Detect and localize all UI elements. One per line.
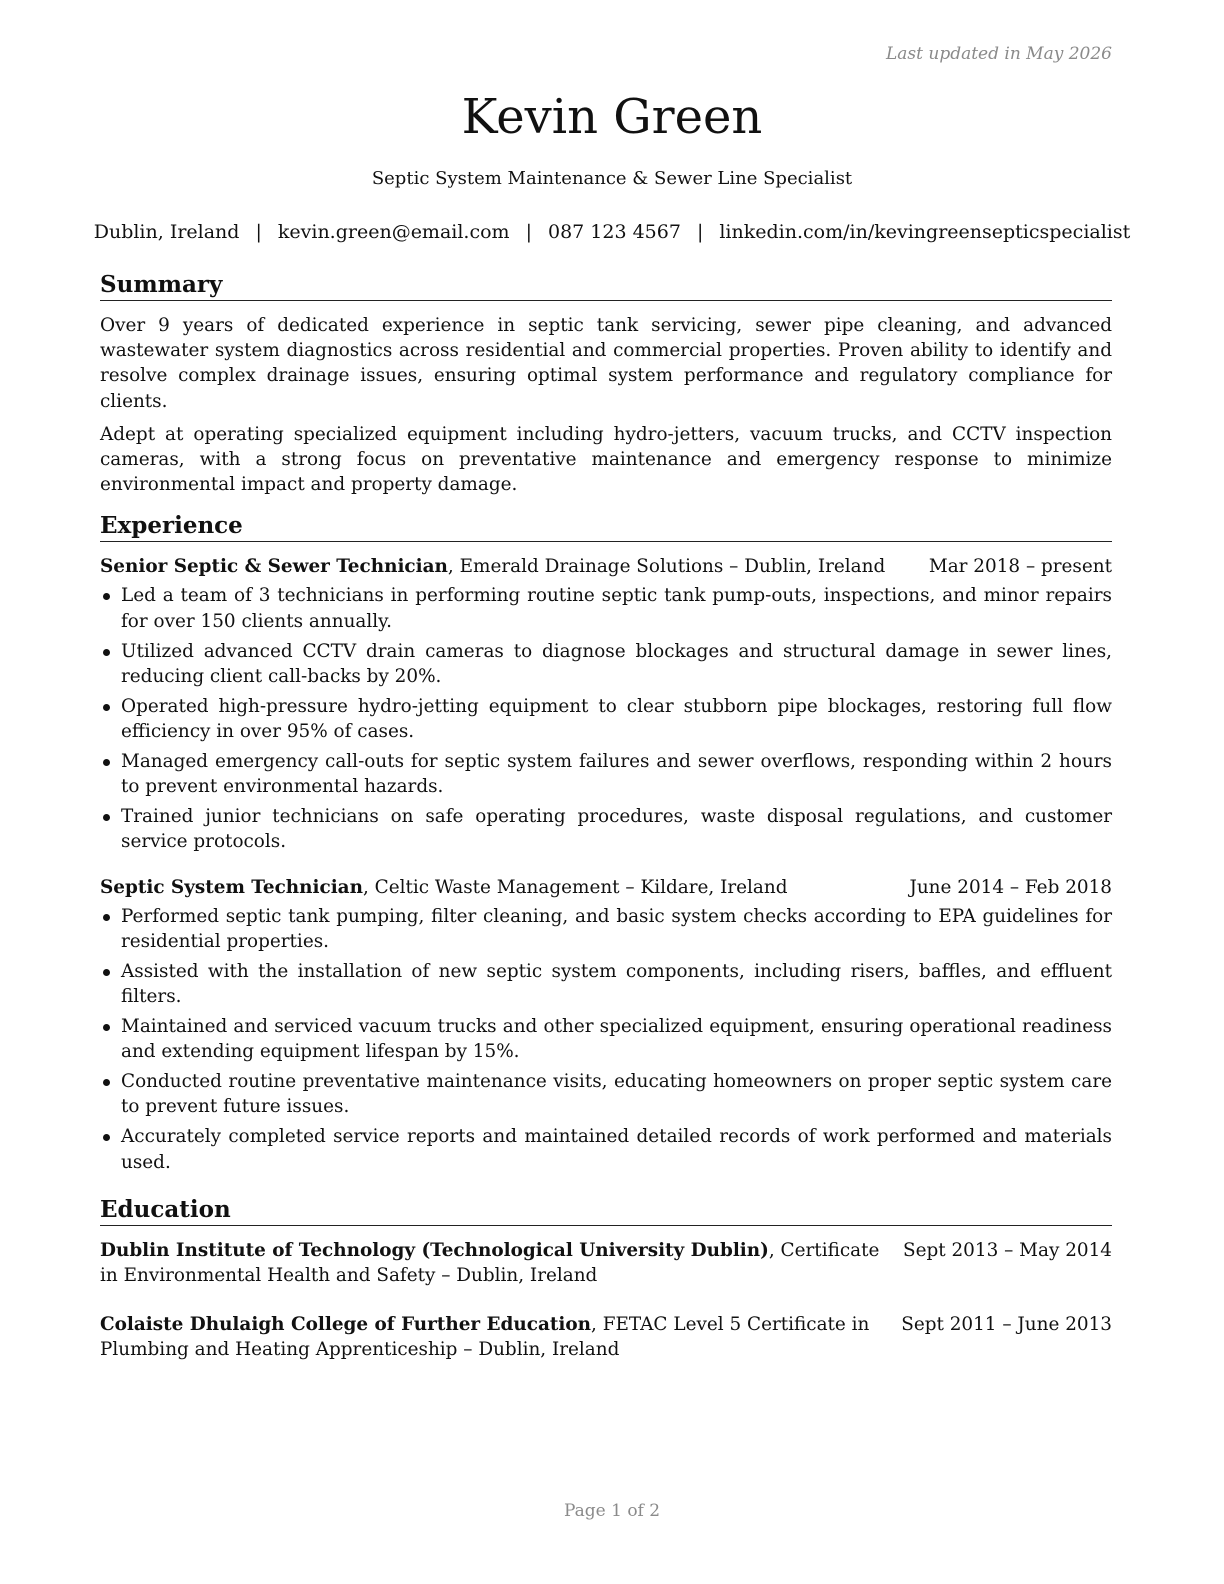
job-bullet: Maintained and serviced vacuum trucks and other specialized equipment, ensuring operational readiness and extending equipment lifespan by 15%. xyxy=(100,1014,1112,1064)
summary-paragraph: Over 9 years of dedicated experience in septic tank servicing, sewer pipe cleaning, and advanced wastewater system diagnostics across residential and commercial properties. Proven ability to identify and resolve complex drainage issues, ensuring optimal system performance and regulatory compliance for clients. xyxy=(100,315,1112,412)
experience-section xyxy=(100,511,1112,1174)
education-info xyxy=(100,1238,880,1288)
last-updated: Last updated in May 2026 xyxy=(885,44,1112,64)
education-dates: Sept 2011 – June 2013 xyxy=(901,1314,1112,1336)
job-dates: Mar 2018 – present xyxy=(928,556,1112,578)
contact-separator: | xyxy=(696,221,704,243)
job-entry xyxy=(100,875,1112,1175)
job-entry xyxy=(100,554,1112,854)
job-bullet: Assisted with the installation of new septic system components, including risers, baffles, and effluent filters. xyxy=(100,959,1112,1009)
section-title-summary: Summary xyxy=(100,270,1112,301)
education-entry xyxy=(100,1238,1112,1288)
job-bullets xyxy=(100,583,1112,854)
section-title-education: Education xyxy=(100,1195,1112,1226)
job-bullet: Led a team of 3 technicians in performing routine septic tank pump-outs, inspections, and minor repairs for over 150 clients annually. xyxy=(100,583,1112,633)
summary-paragraph: Adept at operating specialized equipment including hydro-jetters, vacuum trucks, and CCTV inspection cameras, with a strong focus on preventative maintenance and emergency response to minimize environmental impact and property damage. xyxy=(100,423,1112,496)
section-title-experience: Experience xyxy=(100,511,1112,542)
job-role xyxy=(100,875,787,900)
education-detail: , Certificate in Environmental Health and Safety – Dublin, Ireland xyxy=(100,1239,880,1287)
contact-linkedin[interactable]: linkedin.com/in/kevingreensepticspecialist xyxy=(719,221,1131,243)
job-bullet: Utilized advanced CCTV drain cameras to diagnose blockages and structural damage in sewer lines, reducing client call-backs by 20%. xyxy=(100,639,1112,689)
resume-content xyxy=(100,270,1112,1387)
job-header xyxy=(100,875,1112,900)
candidate-name: Kevin Green xyxy=(461,89,763,145)
job-bullet: Accurately completed service reports and maintained detailed records of work performed and materials used. xyxy=(100,1124,1112,1174)
job-bullet: Trained junior technicians on safe operating procedures, waste disposal regulations, and customer service protocols. xyxy=(100,804,1112,854)
education-section xyxy=(100,1195,1112,1363)
education-entry xyxy=(100,1312,1112,1362)
contact-line xyxy=(0,220,1224,244)
job-title: Senior Septic & Sewer Technician xyxy=(100,556,448,578)
education-detail: , FETAC Level 5 Certificate in Plumbing and Heating Apprenticeship – Dublin, Ireland xyxy=(100,1314,870,1361)
job-company: , Emerald Drainage Solutions – Dublin, Ireland xyxy=(447,556,886,578)
contact-email[interactable]: kevin.green@email.com xyxy=(277,221,510,243)
job-bullets xyxy=(100,904,1112,1175)
job-bullet: Managed emergency call-outs for septic system failures and sewer overflows, responding within 2 hours to prevent environmental hazards. xyxy=(100,749,1112,799)
education-school: Colaiste Dhulaigh College of Further Education xyxy=(100,1314,592,1336)
education-dates: Sept 2013 – May 2014 xyxy=(902,1239,1112,1261)
job-bullet: Operated high-pressure hydro-jetting equipment to clear stubborn pipe blockages, restoring full flow efficiency in over 95% of cases. xyxy=(100,694,1112,744)
contact-separator: | xyxy=(525,221,532,243)
education-school: Dublin Institute of Technology (Technological University Dublin) xyxy=(100,1239,769,1261)
job-dates: June 2014 – Feb 2018 xyxy=(909,876,1112,898)
summary-section xyxy=(100,270,1112,497)
job-bullet: Performed septic tank pumping, filter cleaning, and basic system checks according to EPA guidelines for residential properties. xyxy=(100,904,1112,954)
job-header xyxy=(100,554,1112,579)
page-number: Page 1 of 2 xyxy=(563,1501,661,1521)
contact-phone[interactable]: 087 123 4567 xyxy=(547,221,681,243)
contact-separator: | xyxy=(255,221,262,243)
job-role xyxy=(100,554,885,579)
education-info xyxy=(100,1312,880,1362)
job-title: Septic System Technician xyxy=(100,876,363,898)
contact-location: Dublin, Ireland xyxy=(93,221,240,243)
headline: Septic System Maintenance & Sewer Line Specialist xyxy=(371,168,853,189)
job-bullet: Conducted routine preventative maintenance visits, educating homeowners on proper septic system care to prevent future issues. xyxy=(100,1069,1112,1119)
job-company: , Celtic Waste Management – Kildare, Ireland xyxy=(362,876,788,898)
